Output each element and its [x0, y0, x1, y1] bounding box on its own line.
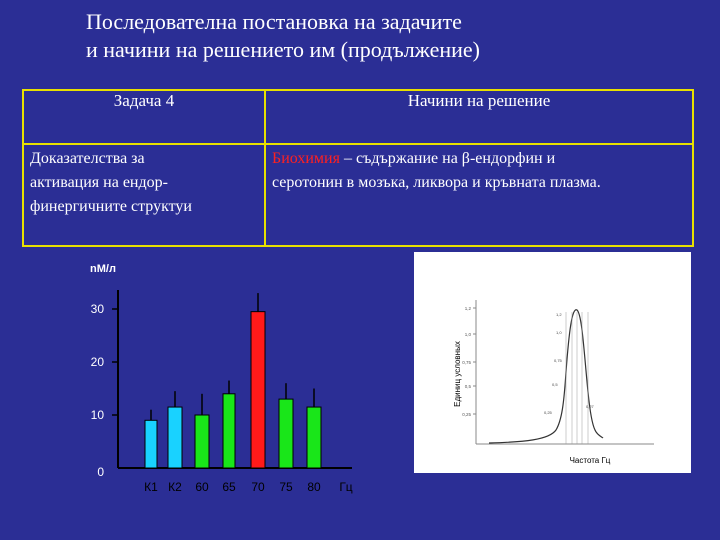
x-axis-unit: Гц	[339, 480, 353, 494]
inset-y-tick-label: 1,0	[464, 332, 471, 337]
inset-y-axis-label: Единиц условных	[453, 341, 462, 407]
inset-point-label: 1,0	[556, 330, 562, 335]
bar	[223, 394, 235, 468]
method-highlight: Биохимия	[272, 150, 340, 167]
bar-chart	[0, 250, 410, 510]
task-line-3: финергичните структуи	[30, 198, 192, 215]
inset-y-tick-label: 0,5	[464, 384, 471, 389]
task-line-2: активация на ендор-	[30, 174, 168, 191]
tasks-table	[22, 89, 694, 247]
inset-point-label: 0,5	[552, 382, 558, 387]
x-tick-label: 70	[251, 480, 265, 494]
bar	[145, 420, 157, 468]
x-tick-label: К1	[144, 480, 158, 494]
y-tick-label: 10	[90, 408, 104, 422]
slide-title	[86, 8, 480, 64]
bar	[168, 407, 182, 468]
y-tick-label: 20	[90, 355, 104, 369]
task-line-1: Доказателства за	[30, 150, 145, 167]
x-tick-label: 65	[222, 480, 236, 494]
tasks-table-body-row	[23, 144, 693, 246]
method-line-1-rest: – съдържание на β-ендорфин и	[339, 150, 556, 167]
x-tick-label: 80	[307, 480, 321, 494]
method-line-2: серотонин в мозъка, ликвора и кръвната плазма.	[272, 174, 601, 191]
x-tick-label: 75	[279, 480, 293, 494]
inset-point-label: 0,75	[554, 358, 562, 363]
x-tick-label: 60	[195, 480, 209, 494]
header-task: Задача 4	[23, 90, 265, 144]
inset-y-tick-label: 1,2	[464, 306, 471, 311]
inset-y-tick-label: 0,75	[462, 360, 471, 365]
title-line-1: Последователна постановка на задачите	[86, 9, 462, 34]
y-tick-label: 30	[90, 302, 104, 316]
tasks-table-header-row	[23, 90, 693, 144]
bar	[279, 399, 293, 468]
inset-chart-panel	[414, 252, 691, 473]
inset-x-axis-label: Частота Гц	[569, 456, 611, 465]
header-methods: Начини на решение	[265, 90, 693, 144]
bar	[307, 407, 321, 468]
task-description	[23, 144, 265, 246]
bar	[251, 312, 265, 468]
method-description	[265, 144, 693, 246]
bar-chart-bars	[145, 293, 321, 468]
inset-line-chart	[414, 252, 691, 473]
inset-point-label: 0,27	[586, 404, 594, 409]
inset-y-tick-label: 0,25	[462, 412, 471, 417]
inset-curve	[489, 310, 603, 443]
method-line-1	[272, 147, 686, 171]
inset-point-label: 0,25	[544, 410, 552, 415]
y-axis-label: nM/л	[90, 263, 116, 275]
x-tick-label: К2	[168, 480, 182, 494]
y-tick-label: 0	[97, 465, 104, 479]
title-line-2: и начини на решението им (продължение)	[86, 37, 480, 62]
bar	[195, 415, 209, 468]
inset-point-label: 1,2	[556, 312, 562, 317]
